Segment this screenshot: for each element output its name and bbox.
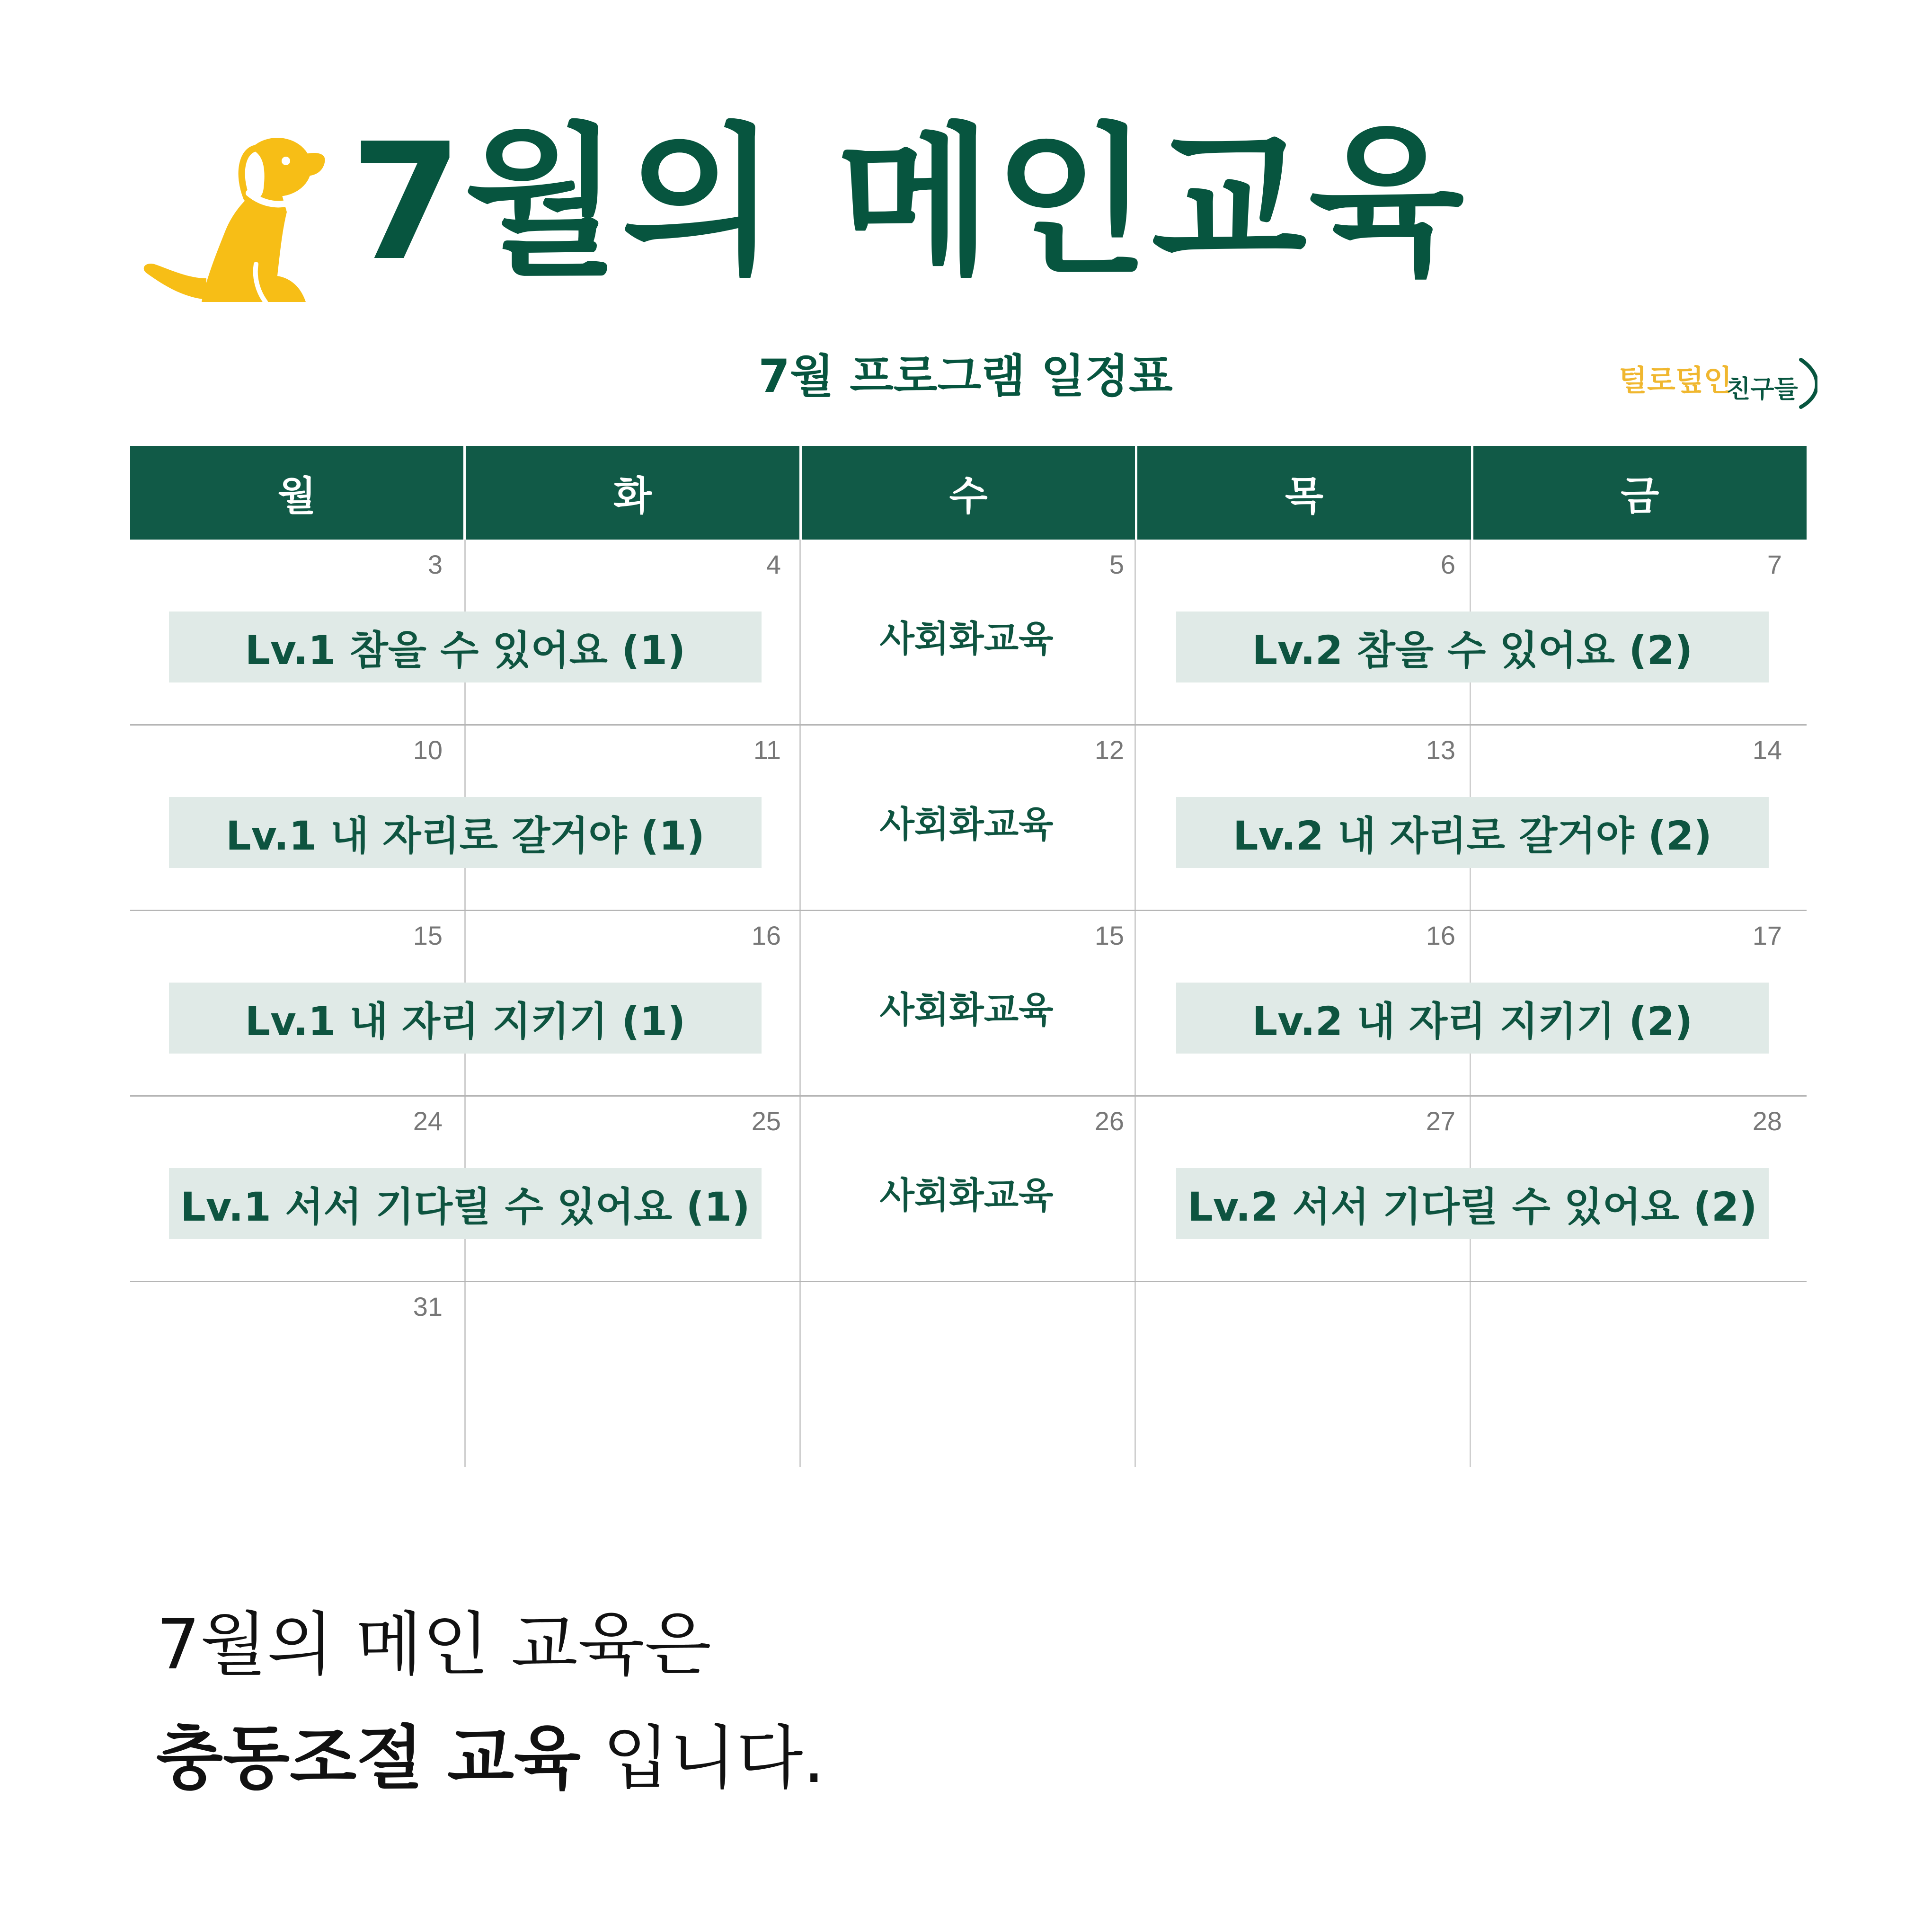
logo-text-green: 친구들 <box>1727 375 1798 404</box>
day-number: 27 <box>1426 1106 1455 1136</box>
day-number: 17 <box>1752 921 1782 950</box>
day-number: 5 <box>1109 549 1124 579</box>
grid-hline <box>130 910 1807 911</box>
day-number: 11 <box>753 735 781 765</box>
event-lv1[interactable]: Lv.1 내 자리로 갈거야 (1) <box>169 797 762 868</box>
event-lv1[interactable]: Lv.1 참을 수 있어요 (1) <box>169 612 762 682</box>
day-number: 16 <box>1426 921 1455 950</box>
event-lv2[interactable]: Lv.2 내 자리 지키기 (2) <box>1176 983 1769 1054</box>
event-lv2[interactable]: Lv.2 참을 수 있어요 (2) <box>1176 612 1769 682</box>
day-number: 24 <box>413 1106 443 1136</box>
schedule-title: 7월 프로그램 일정표 <box>758 350 1173 403</box>
weekday-fri: 금 <box>1471 446 1807 540</box>
event-socialization[interactable]: 사회화교육 <box>879 803 1054 845</box>
day-number: 3 <box>427 549 443 579</box>
day-number: 6 <box>1440 549 1455 579</box>
day-number: 7 <box>1767 549 1782 579</box>
day-number: 10 <box>413 735 443 765</box>
grid-hline <box>130 1281 1807 1282</box>
day-number: 26 <box>1094 1106 1124 1136</box>
footer-line2 <box>156 1713 825 1803</box>
event-lv1[interactable]: Lv.1 서서 기다릴 수 있어요 (1) <box>169 1168 762 1239</box>
weekday-mon: 월 <box>277 472 316 519</box>
dog-icon <box>135 122 329 311</box>
footer-rest: 입니다. <box>581 1718 825 1799</box>
brand-logo <box>1619 350 1817 412</box>
day-number: 15 <box>413 921 443 950</box>
page-title: 7월의 메인교육 <box>350 109 1466 296</box>
day-number: 25 <box>751 1106 781 1136</box>
day-number: 4 <box>766 549 781 579</box>
day-number: 15 <box>1094 921 1124 950</box>
event-socialization[interactable]: 사회화교육 <box>879 989 1054 1031</box>
footer-highlight: 충동조절 교육 <box>156 1718 581 1799</box>
grid-hline <box>130 724 1807 726</box>
footer-line1: 7월의 메인 교육은 <box>156 1604 711 1685</box>
weekday-wed: 수 <box>799 446 1135 540</box>
weekday-tue: 화 <box>463 446 799 540</box>
day-number: 13 <box>1426 735 1455 765</box>
weekday-thu: 목 <box>1135 446 1471 540</box>
grid-vline <box>1134 540 1136 1467</box>
day-number: 12 <box>1094 735 1124 765</box>
event-lv2[interactable]: Lv.2 서서 기다릴 수 있어요 (2) <box>1176 1168 1769 1239</box>
event-lv2[interactable]: Lv.2 내 자리로 갈거야 (2) <box>1176 797 1769 868</box>
day-number: 31 <box>413 1292 443 1321</box>
grid-hline <box>130 1095 1807 1097</box>
calendar-grid <box>130 540 1807 1467</box>
event-socialization[interactable]: 사회화교육 <box>879 1174 1054 1216</box>
event-lv1[interactable]: Lv.1 내 자리 지키기 (1) <box>169 983 762 1054</box>
day-number: 28 <box>1752 1106 1782 1136</box>
logo-text-yellow: 털로덮인 <box>1619 363 1732 398</box>
calendar-header <box>130 446 1807 540</box>
day-number: 14 <box>1752 735 1782 765</box>
event-socialization[interactable]: 사회화교육 <box>879 618 1054 660</box>
day-number: 16 <box>751 921 781 950</box>
